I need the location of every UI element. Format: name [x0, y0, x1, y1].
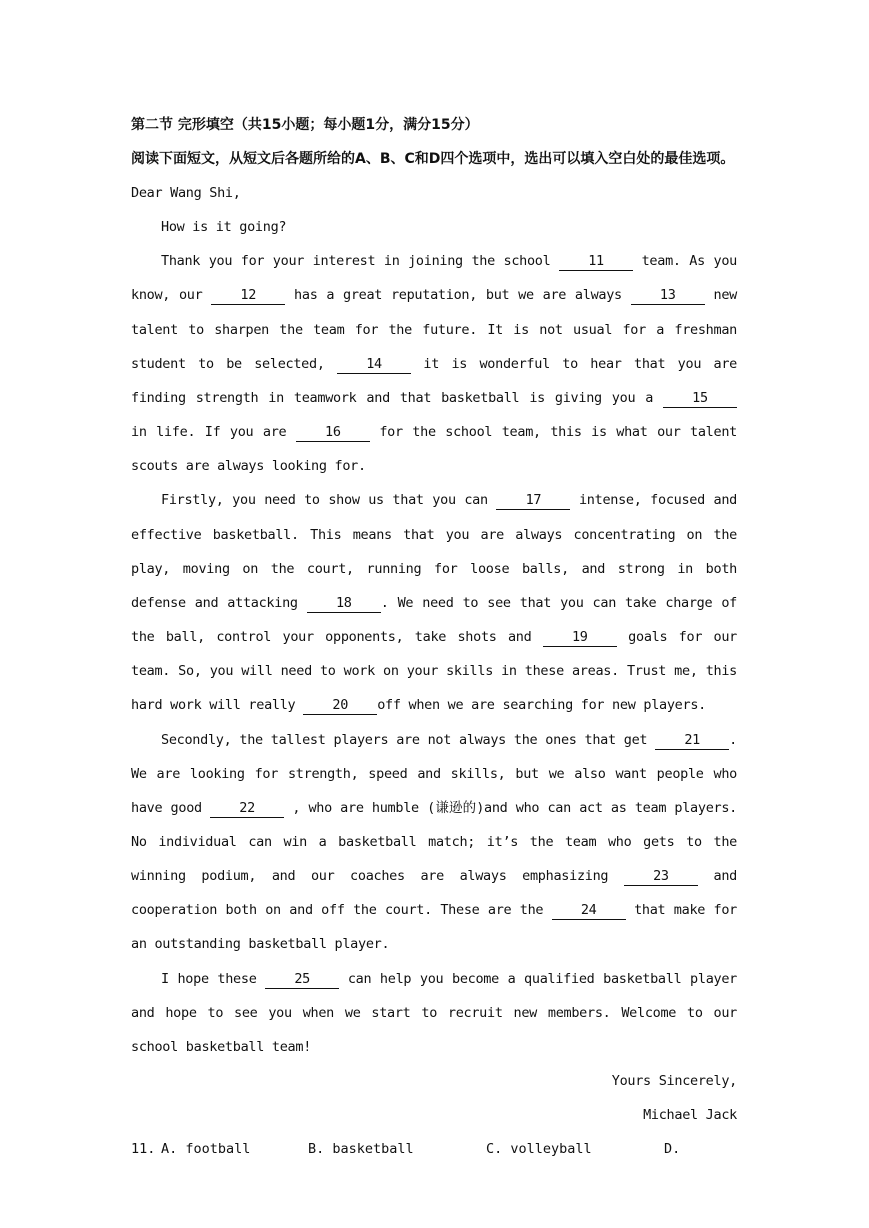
text-span: goals for our team. So, you will need to work on your skills in these areas. Trust me, this hard work will really [131, 629, 737, 714]
text-span: Thank you for your interest in joining the school [161, 253, 560, 270]
text-span: new talent to sharpen the team for the future. It is not usual for a freshman student to be selected, [131, 287, 737, 372]
blank-14[interactable]: 14 [337, 355, 411, 374]
blank-12[interactable]: 12 [211, 286, 285, 305]
text-span: intense, focused and effective basketball. This means that you are always concentrating on the play, moving on the court, running for loose balls, and strong in both defense and attacking [131, 492, 737, 611]
text-span: . We are looking for strength, speed and skills, but we also want people who have good [131, 731, 737, 816]
text-span: has a great reputation, but we are always [285, 287, 631, 304]
letter-salutation: Dear Wang Shi, [131, 185, 241, 201]
text-span: Secondly, the tallest players are not always the ones that get [161, 731, 656, 748]
text-span: and cooperation both on and off the court. These are the [131, 868, 737, 919]
blank-17[interactable]: 17 [496, 491, 570, 510]
blank-13[interactable]: 13 [631, 286, 705, 305]
letter-signature: Michael Jack [643, 1107, 737, 1124]
text-span: that make for an outstanding basketball player. [131, 902, 737, 953]
text-span: I hope these [161, 970, 266, 987]
question-number: 11. [131, 1141, 156, 1158]
text-span: can help you become a qualified basketball player and hope to see you when we start to recruit new members. Welcome to our school basketball team! [131, 970, 738, 1055]
blank-16[interactable]: 16 [296, 423, 370, 442]
blank-24[interactable]: 24 [552, 901, 626, 920]
question-11-options [131, 1132, 737, 1166]
text-span: , who are humble (谦逊的)and who can act as team players. No individual can win a basketball match; it’s the team who gets to the winning podium, and our coaches are always emphasizing [131, 799, 738, 885]
option-b[interactable]: B. basketball [308, 1141, 414, 1158]
text-span: in life. If you are [131, 424, 296, 441]
letter-closing: Yours Sincerely, [611, 1073, 737, 1090]
blank-25[interactable]: 25 [265, 970, 339, 989]
paragraph-1 [131, 244, 737, 483]
blank-23[interactable]: 23 [624, 867, 698, 886]
blank-15[interactable]: 15 [663, 389, 737, 408]
letter-greeting: How is it going? [161, 219, 287, 236]
text-span: Firstly, you need to show us that you can [161, 492, 497, 509]
text-span: off when we are searching for new players. [377, 697, 706, 714]
option-a[interactable]: A. football [161, 1141, 251, 1158]
section-instructions: 阅读下面短文，从短文后各题所给的A、B、C和D四个选项中，选出可以填入空白处的最佳选项。 [131, 151, 735, 167]
blank-18[interactable]: 18 [307, 594, 381, 613]
blank-11[interactable]: 11 [559, 252, 633, 271]
blank-20[interactable]: 20 [303, 696, 377, 715]
paragraph-2 [131, 483, 737, 722]
option-d[interactable]: D. [664, 1141, 681, 1158]
text-span: for the school team, this is what our talent scouts are always looking for. [131, 424, 737, 475]
section-title: 第二节 完形填空（共15小题；每小题1分，满分15分） [131, 117, 479, 133]
paragraph-3 [131, 723, 737, 962]
text-span: team. As you know, our [131, 253, 738, 304]
text-span: . We need to see that you can take charge of the ball, control your opponents, take shots and [131, 594, 737, 646]
paragraph-4 [131, 962, 737, 1064]
blank-19[interactable]: 19 [543, 628, 617, 647]
option-c[interactable]: C. volleyball [486, 1141, 592, 1158]
blank-21[interactable]: 21 [655, 731, 729, 750]
document-content [131, 108, 737, 1166]
blank-22[interactable]: 22 [210, 799, 284, 818]
text-span: it is wonderful to hear that you are finding strength in teamwork and that basketball is giving you a [131, 355, 738, 406]
